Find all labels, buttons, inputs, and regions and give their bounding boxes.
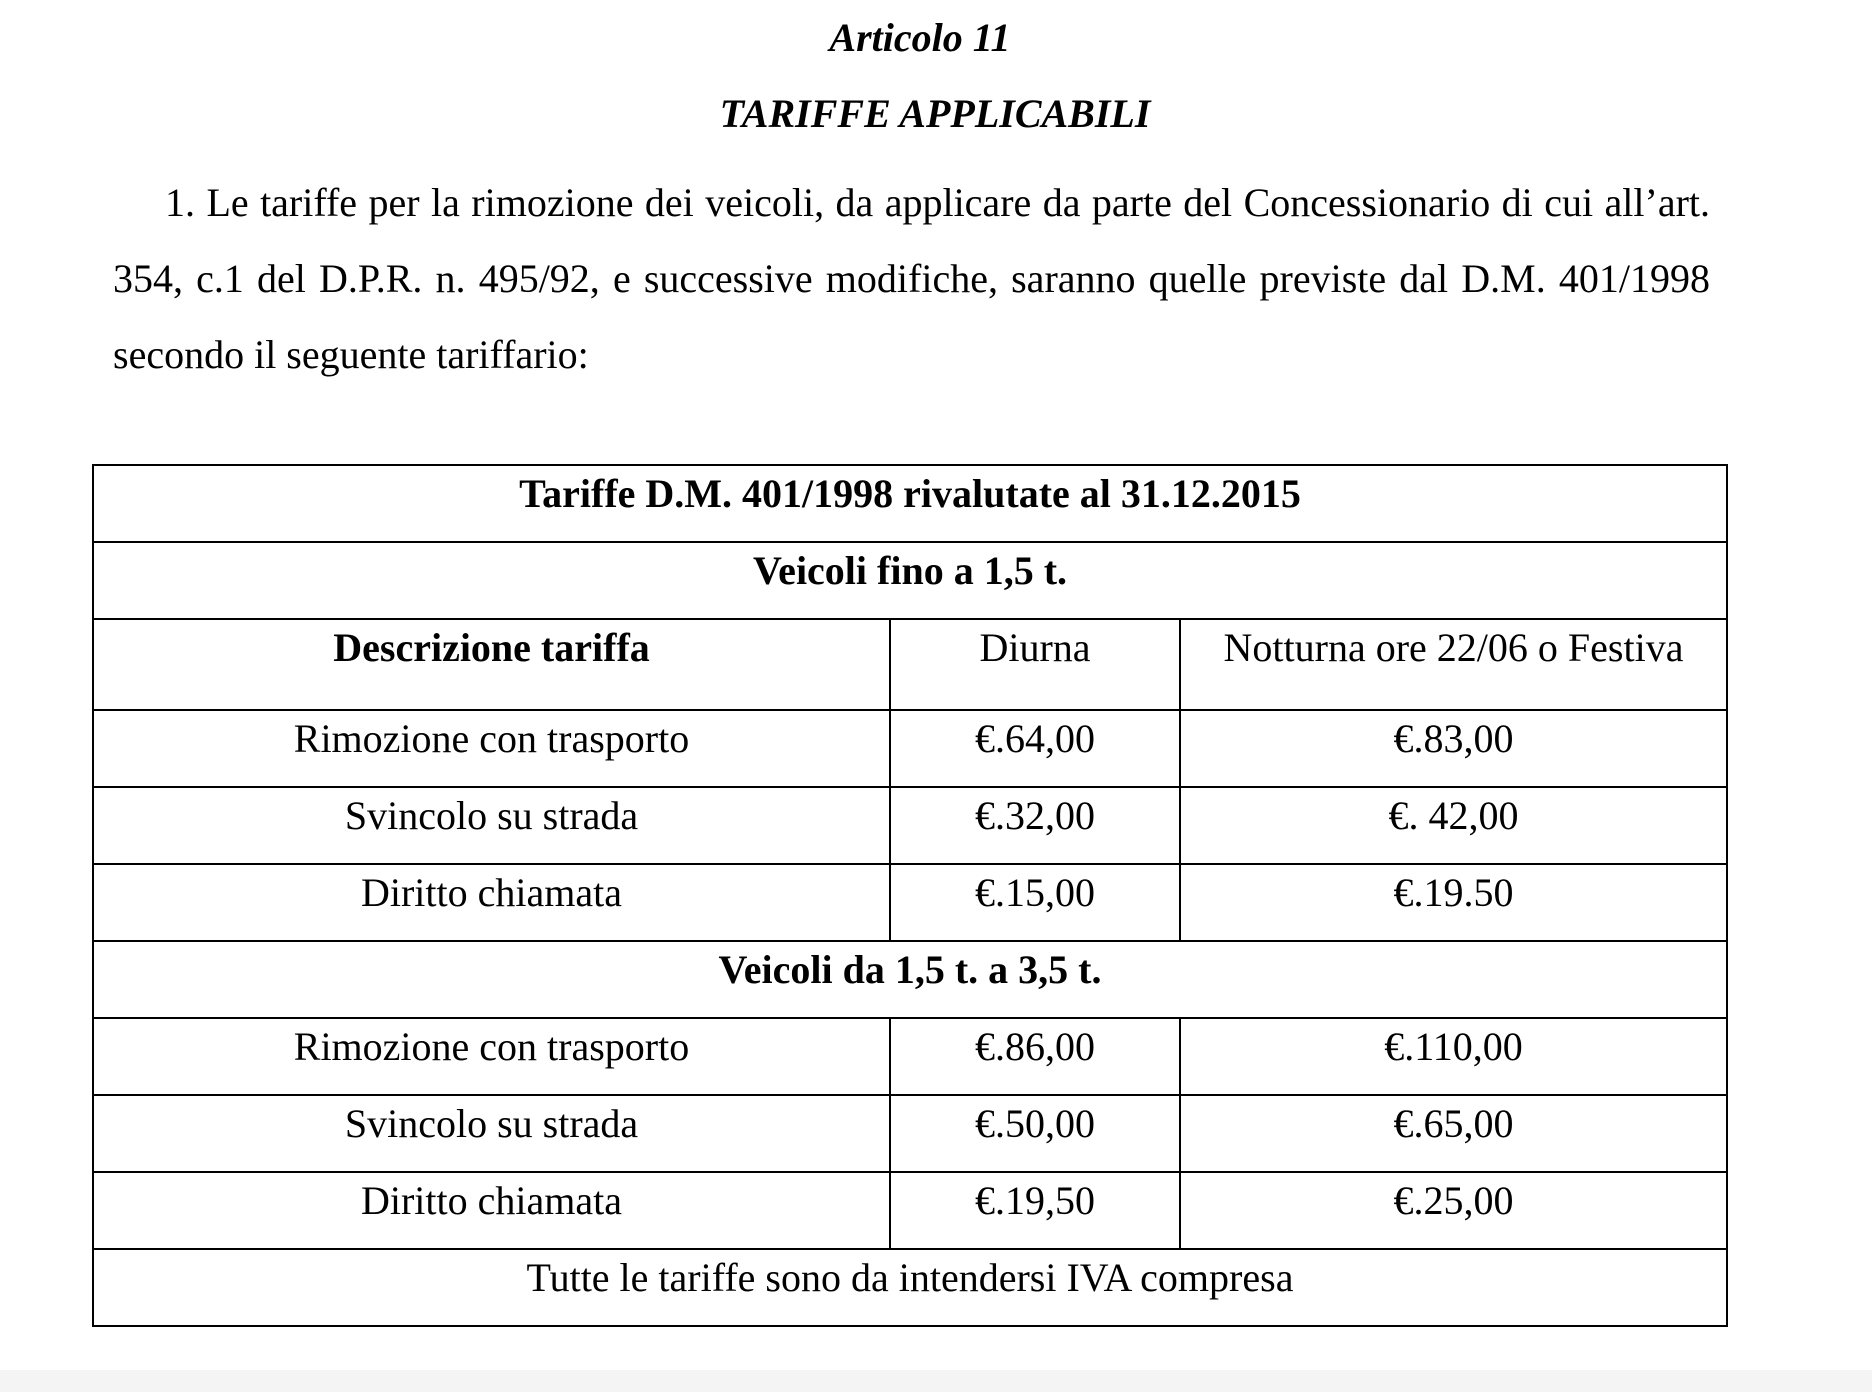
- article-number: Articolo 11: [829, 15, 1011, 60]
- section-heading-row: [93, 542, 1727, 619]
- table-row: [93, 1018, 1727, 1095]
- cell-day: €.15,00: [890, 864, 1180, 941]
- cell-day: €.64,00: [890, 710, 1180, 787]
- cell-night: €.83,00: [1180, 710, 1727, 787]
- section-heading: Veicoli fino a 1,5 t.: [93, 542, 1727, 619]
- table-footer: Tutte le tariffe sono da intendersi IVA compresa: [93, 1249, 1727, 1326]
- cell-night: €. 42,00: [1180, 787, 1727, 864]
- cell-night: €.65,00: [1180, 1095, 1727, 1172]
- cell-description: Svincolo su strada: [93, 1095, 890, 1172]
- cell-description: Diritto chiamata: [93, 864, 890, 941]
- table-row: [93, 710, 1727, 787]
- cell-description: Diritto chiamata: [93, 1172, 890, 1249]
- tariff-table: [92, 464, 1728, 1327]
- table-row: [93, 787, 1727, 864]
- header-night: Notturna ore 22/06 o Festiva: [1180, 619, 1727, 710]
- column-header-row: [93, 619, 1727, 710]
- cell-night: €.110,00: [1180, 1018, 1727, 1095]
- cell-day: €.86,00: [890, 1018, 1180, 1095]
- cell-description: Rimozione con trasporto: [93, 710, 890, 787]
- table-title: Tariffe D.M. 401/1998 rivalutate al 31.12.2015: [93, 465, 1727, 542]
- cell-description: Svincolo su strada: [93, 787, 890, 864]
- cell-night: €.19.50: [1180, 864, 1727, 941]
- table-title-row: [93, 465, 1727, 542]
- cell-night: €.25,00: [1180, 1172, 1727, 1249]
- table-row: [93, 1172, 1727, 1249]
- header-day: Diurna: [890, 619, 1180, 710]
- section-heading: Veicoli da 1,5 t. a 3,5 t.: [93, 941, 1727, 1018]
- cell-day: €.50,00: [890, 1095, 1180, 1172]
- table-row: [93, 864, 1727, 941]
- header-description: Descrizione tariffa: [93, 619, 890, 710]
- intro-paragraph: 1. Le tariffe per la rimozione dei veicoli, da applicare da parte del Concessionario di cui all’art. 354, c.1 del D.P.R. n. 495/92, e successive modifiche, saranno quelle previste dal D.M. 401/1998 secondo il seguente tariffario:: [113, 180, 1710, 377]
- table-footer-row: [93, 1249, 1727, 1326]
- cell-day: €.32,00: [890, 787, 1180, 864]
- cell-day: €.19,50: [890, 1172, 1180, 1249]
- article-title: TARIFFE APPLICABILI: [719, 91, 1151, 136]
- section-heading-row: [93, 941, 1727, 1018]
- cell-description: Rimozione con trasporto: [93, 1018, 890, 1095]
- table-row: [93, 1095, 1727, 1172]
- page-bottom-edge: [0, 1370, 1872, 1392]
